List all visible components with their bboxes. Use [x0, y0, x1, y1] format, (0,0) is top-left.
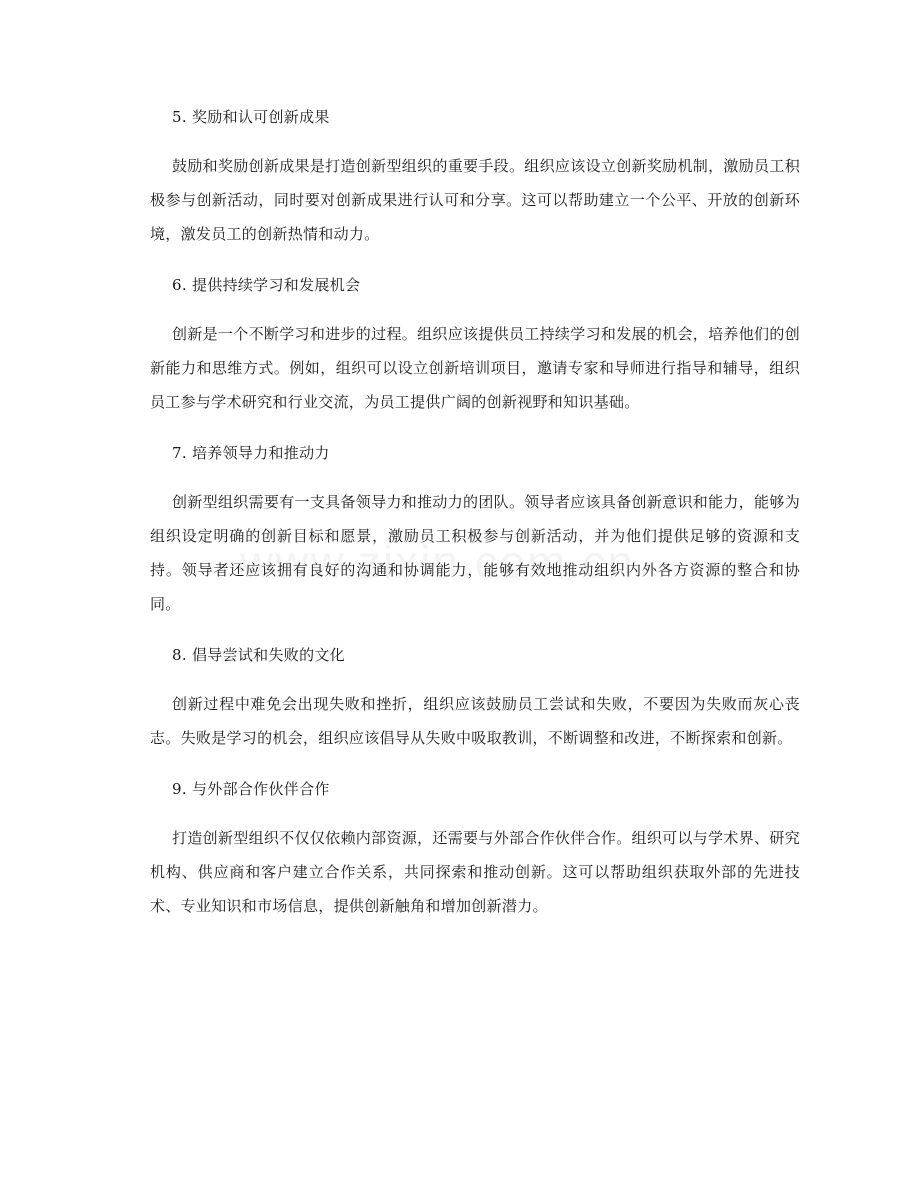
- section-body-8: 创新过程中难免会出现失败和挫折，组织应该鼓励员工尝试和失败，不要因为失败而灰心丧志。失败是学习的机会，组织应该倡导从失败中吸取教训，不断调整和改进，不断探索和创新。: [150, 695, 800, 747]
- section-heading-7: 7. 培养领导力和推动力: [172, 444, 330, 462]
- section-body-6: 创新是一个不断学习和进步的过程。组织应该提供员工持续学习和发展的机会，培养他们的创新能力和思维方式。例如，组织可以设立创新培训项目，邀请专家和导师进行指导和辅导，组织员工参与学术研究和行业交流，为员工提供广阔的创新视野和知识基础。: [150, 325, 800, 411]
- section-6: [150, 273, 800, 419]
- document-content: [150, 105, 800, 945]
- section-heading-5: 5. 奖励和认可创新成果: [172, 108, 330, 126]
- section-heading-6: 6. 提供持续学习和发展机会: [172, 276, 361, 294]
- section-heading-9: 9. 与外部合作伙伴合作: [172, 780, 330, 798]
- section-body-7: 创新型组织需要有一支具备领导力和推动力的团队。领导者应该具备创新意识和能力，能够为组织设定明确的创新目标和愿景，激励员工积极参与创新活动，并为他们提供足够的资源和支持。领导者还应该拥有良好的沟通和协调能力，能够有效地推动组织内外各方资源的整合和协同。: [150, 493, 800, 613]
- section-body-9: 打造创新型组织不仅仅依赖内部资源，还需要与外部合作伙伴合作。组织可以与学术界、研究机构、供应商和客户建立合作关系，共同探索和推动创新。这可以帮助组织获取外部的先进技术、专业知识和市场信息，提供创新触角和增加创新潜力。: [150, 829, 800, 915]
- section-body-5: 鼓励和奖励创新成果是打造创新型组织的重要手段。组织应该设立创新奖励机制，激励员工积极参与创新活动，同时要对创新成果进行认可和分享。这可以帮助建立一个公平、开放的创新环境，激发员工的创新热情和动力。: [150, 157, 800, 243]
- section-7: [150, 441, 800, 621]
- section-heading-8: 8. 倡导尝试和失败的文化: [172, 646, 345, 664]
- section-8: [150, 643, 800, 755]
- section-5: [150, 105, 800, 251]
- section-9: [150, 777, 800, 923]
